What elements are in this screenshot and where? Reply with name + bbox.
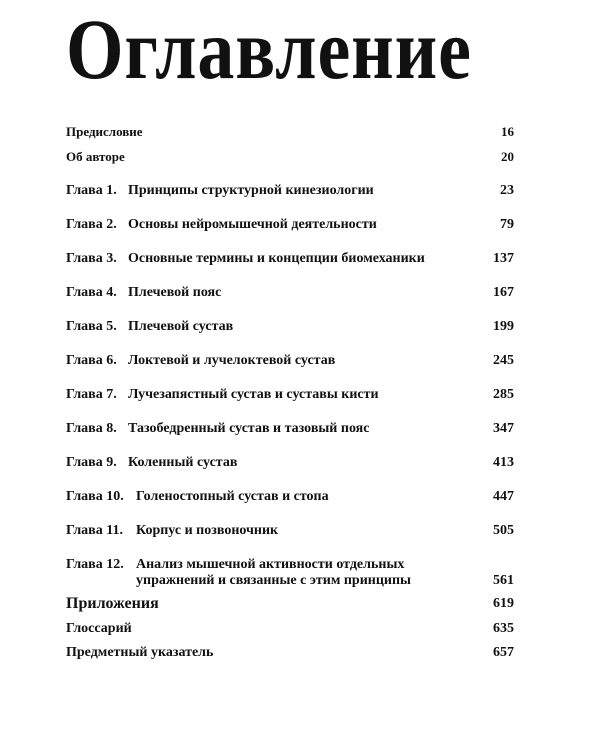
toc-entry-chapter-9[interactable]	[66, 455, 514, 471]
chapter-title-line-1: Анализ мышечной активности отдельных	[136, 557, 405, 572]
chapter-number: Глава 1.	[66, 183, 117, 198]
toc-entry-index[interactable]	[66, 645, 514, 661]
chapter-title: Локтевой и лучелоктевой сустав	[128, 353, 336, 368]
chapter-title: Коленный сустав	[128, 455, 238, 470]
page-title: Оглавление	[66, 1, 472, 97]
toc-entry-page: 447	[493, 489, 514, 504]
toc-entry-page: 413	[493, 455, 514, 470]
toc-entry-page: 199	[493, 319, 514, 334]
chapter-title: Основы нейромышечной деятельности	[128, 217, 377, 232]
toc-entry-page: 347	[493, 421, 514, 436]
toc-entry-chapter-3[interactable]	[66, 251, 514, 267]
chapter-number: Глава 8.	[66, 421, 117, 436]
toc-entry-page: 79	[500, 217, 514, 232]
toc-entry-page: 23	[500, 183, 514, 198]
chapter-number: Глава 11.	[66, 523, 123, 538]
chapter-number: Глава 6.	[66, 353, 117, 368]
toc-entry-page: 16	[501, 124, 514, 139]
toc-entry-chapter-7[interactable]	[66, 387, 514, 403]
toc-entry-chapter-12[interactable]	[66, 557, 514, 589]
toc-entry-about-author[interactable]	[66, 149, 514, 165]
toc-entry-page: 137	[493, 251, 514, 266]
toc-entry-label: Приложения	[66, 595, 159, 612]
toc-entry-glossary[interactable]	[66, 621, 514, 637]
toc-entry-page: 20	[501, 149, 514, 164]
chapter-title: Принципы структурной кинезиологии	[128, 183, 374, 198]
chapter-number: Глава 9.	[66, 455, 117, 470]
toc-entry-label: Предметный указатель	[66, 645, 214, 660]
toc-entry-label: Об авторе	[66, 149, 125, 164]
toc-entry-label: Предисловие	[66, 124, 143, 139]
toc-entry-chapter-1[interactable]	[66, 183, 514, 199]
toc-entry-page: 505	[493, 523, 514, 538]
toc-entry-page: 167	[493, 285, 514, 300]
toc-entry-chapter-6[interactable]	[66, 353, 514, 369]
chapter-title: Основные термины и концепции биомеханики	[128, 251, 425, 266]
chapter-title-line-2: упражнений и связанные с этим принципы	[136, 573, 411, 588]
chapter-number: Глава 12.	[66, 557, 124, 572]
toc-entry-appendices[interactable]	[66, 596, 514, 612]
chapter-title: Тазобедренный сустав и тазовый пояс	[128, 421, 370, 436]
chapter-title: Плечевой пояс	[128, 285, 222, 300]
chapter-number: Глава 3.	[66, 251, 117, 266]
toc-entry-page: 619	[493, 596, 514, 611]
toc-entry-chapter-2[interactable]	[66, 217, 514, 233]
chapter-number: Глава 10.	[66, 489, 124, 504]
chapter-title: Лучезапястный сустав и суставы кисти	[128, 387, 379, 402]
toc-entry-page: 285	[493, 387, 514, 402]
toc-entry-preface[interactable]	[66, 124, 514, 140]
toc-entry-chapter-5[interactable]	[66, 319, 514, 335]
chapter-number: Глава 4.	[66, 285, 117, 300]
chapter-title: Голеностопный сустав и стопа	[136, 489, 329, 504]
toc-entry-page: 635	[493, 621, 514, 636]
toc-entry-page: 245	[493, 353, 514, 368]
chapter-title: Плечевой сустав	[128, 319, 234, 334]
toc-entry-page: 657	[493, 645, 514, 660]
chapter-title: Корпус и позвоночник	[136, 523, 279, 538]
chapter-number: Глава 5.	[66, 319, 117, 334]
toc-entry-chapter-8[interactable]	[66, 421, 514, 437]
toc-entry-page: 561	[493, 573, 514, 588]
toc-entry-chapter-4[interactable]	[66, 285, 514, 301]
toc-entry-label: Глоссарий	[66, 621, 132, 636]
toc-entry-chapter-10[interactable]	[66, 489, 514, 505]
chapter-number: Глава 2.	[66, 217, 117, 232]
toc-entry-chapter-11[interactable]	[66, 523, 514, 539]
chapter-number: Глава 7.	[66, 387, 117, 402]
